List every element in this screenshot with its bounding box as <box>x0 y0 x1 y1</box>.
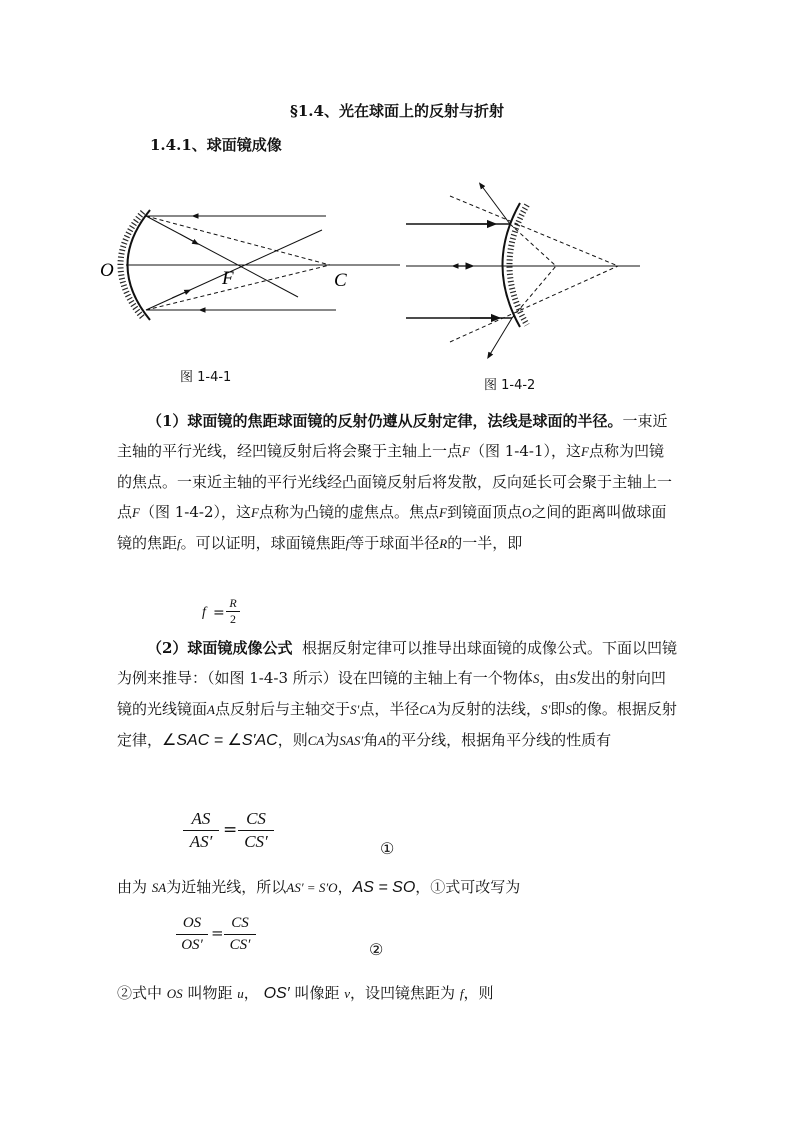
eq-f-equals: = <box>213 605 225 621</box>
para2-lead: （2）球面镜成像公式 <box>147 639 293 657</box>
paragraph-imaging-formula: （2）球面镜成像公式 根据反射定律可以推导出球面镜的成像公式。下面以凹镜为例来推导：（如图 1-4-3 所示）设在凹镜的主轴上有一个物体S，由S发出的射向凹镜的光线镜面A点反射后与主轴交于S′点，半径CA为反射的法线，S′即S的像。根据反射定律，∠SAC = ∠S′AC，则CA为SAS′角A的平分线，根据角平分线的性质有 <box>117 639 678 749</box>
label-O: O <box>100 260 114 281</box>
eq2-marker: ② <box>369 940 384 959</box>
figure-diagrams <box>0 0 794 400</box>
angle-equation: ∠SAC = ∠S′AC <box>162 732 278 749</box>
ray-top-reflected <box>481 185 510 224</box>
normal-top <box>146 216 330 265</box>
figure-1-4-1 <box>100 210 400 320</box>
text-line-distances: ②式中 OS 叫物距 u， OS′ 叫像距 v，设凹镜焦距为 f，则 <box>117 984 494 1002</box>
eq-f-lhs: f <box>202 605 206 620</box>
label-F: F <box>222 268 234 289</box>
para1-lead: （1）球面镜的焦距球面镜的反射仍遵从反射定律，法线是球面的半径。 <box>147 412 623 430</box>
eq2-right-fraction: CS CS′ <box>224 913 256 956</box>
eq1-marker: ① <box>380 839 395 858</box>
page-title: §1.4、光在球面上的反射与折射 <box>290 102 504 120</box>
ray-bottom-reflected <box>489 318 512 356</box>
eq1-left-fraction: AS AS′ <box>183 808 219 853</box>
figure-caption-2: 图 1-4-2 <box>484 378 536 393</box>
figure-1-4-2 <box>406 185 640 356</box>
mirror-hatching <box>510 205 528 325</box>
figure-caption-1: 图 1-4-1 <box>180 370 232 385</box>
label-C: C <box>334 270 347 291</box>
eq2-left-fraction: OS OS′ <box>176 913 208 956</box>
text-line-paraxial: 由为 SA为近轴光线，所以AS′ = S′O，AS = SO，①式可改写为 <box>117 878 521 896</box>
paragraph-focal-length: （1）球面镜的焦距球面镜的反射仍遵从反射定律，法线是球面的半径。一束近主轴的平行光线，经凹镜反射后将会聚于主轴上一点F（图 1-4-1），这F点称为凹镜的焦点。一束近主轴的平行光线经凸面镜反射后将发散，反向延长可会聚于主轴上一点F（图 1-4-2），这F点称为凸镜的虚焦点。焦点F到镜面顶点O之间的距离叫做球面镜的焦距f。可以证明，球面镜焦距f等于球面半径R的一半，即 <box>117 412 673 552</box>
section-subtitle: 1.4.1、球面镜成像 <box>150 136 282 154</box>
eq-f-fraction: R 2 <box>226 596 240 627</box>
normal-bottom <box>146 265 330 310</box>
eq1-equals: = <box>223 820 238 840</box>
eq2-equals: = <box>211 924 224 942</box>
eq1-right-fraction: CS CS′ <box>238 808 274 853</box>
